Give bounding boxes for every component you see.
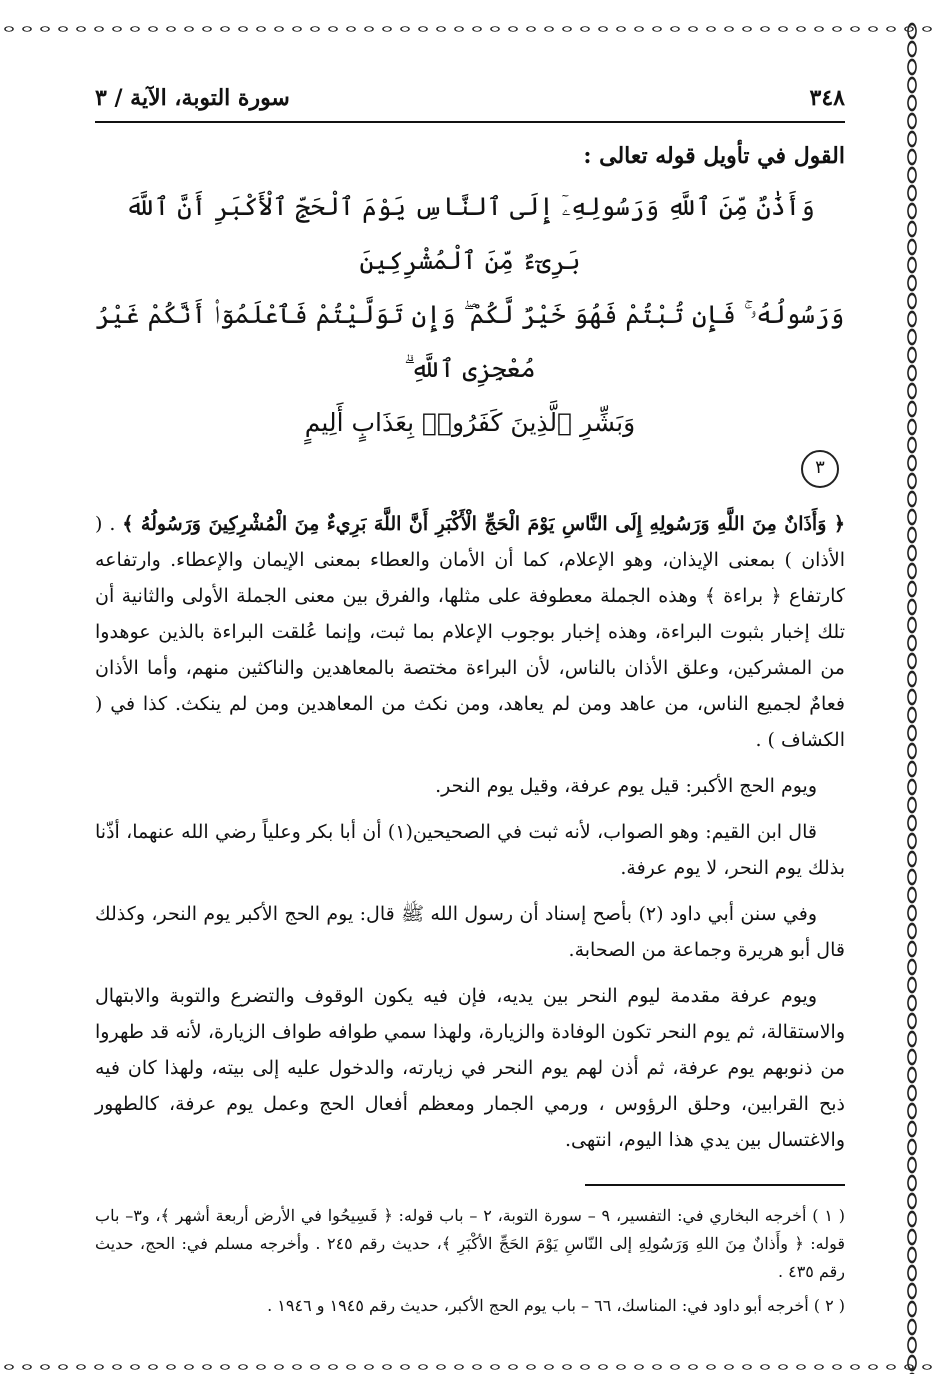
verse-quote: ﴿ وَأَذَانٌ مِنَ اللَّهِ وَرَسُولِهِ إِلَى النَّاسِ يَوْمَ الْحَجِّ الْأَكْبَرِ أَنَّ اللَّهَ بَرِيءٌ مِنَ الْمُشْرِكِينَ وَرَسُولُهُ ﴾	[122, 513, 846, 535]
page-body	[95, 138, 845, 1326]
chapter-title: سورة التوبة، الآية / ٣	[95, 85, 290, 111]
decorative-border-right	[905, 22, 919, 1374]
page-number: ٣٤٨	[809, 85, 845, 111]
header-rule	[95, 121, 845, 123]
commentary-paragraph-3: قال ابن القيم: وهو الصواب، لأنه ثبت في الصحيحين(١) أن أبا بكر وعلياً رضي الله عنهما، أذّنا بذلك يوم النحر، لا يوم عرفة.	[95, 821, 845, 879]
commentary-paragraph-5: ويوم عرفة مقدمة ليوم النحر بين يديه، فإن فيه يكون الوقوف والتضرع والتوبة والابتهال والاستقالة، ثم يوم النحر تكون الوفادة والزيارة، ولهذا سمي طوافه طواف الزيارة، لأنه قد طهروا من ذنوبهم يوم عرفة، ثم أذن لهم يوم النحر في زيارته، والدخول عليه إلى بيته، ولهذا كان فيه ذبح القرابين، وحلق الرؤوس ، ورمي الجمار ومعظم أفعال الحج وعمل يوم عرفة، كالطهور والاغتسال بين يدي هذا اليوم، انتهى.	[95, 985, 845, 1151]
footnote-1: ( ١ ) أخرجه البخاري في: التفسير، ٩ – سورة التوبة، ٢ – باب قوله: ﴿ فَسِيحُوا في الأرض أربعة أشهر ﴾، و٣– باب قوله: ﴿ وأَذانٌ مِنَ اللهِ وَرَسُولِهِ إلى النّاسِ يَوْمَ الحَجِّ الأكْبَرِ ﴾، حديث رقم ٢٤٥ . وأخرجه مسلم في: الحج، حديث رقم ٤٣٥ .	[95, 1206, 846, 1281]
decorative-border-top	[0, 22, 937, 36]
commentary-paragraph-2: ويوم الحج الأكبر: قيل يوم عرفة، وقيل يوم النحر.	[435, 775, 817, 797]
quran-line-2: وَرَسُولُهُۥ ۚ فَإِن تُبْتُمْ فَهُوَ خَيْرٌ لَّكُمْ ۖ وَإِن تَوَلَّيْتُمْ فَٱعْلَمُوٓا۟ أَنَّكُمْ غَيْرُ مُعْجِزِى ٱللَّهِ ۗ	[95, 300, 845, 383]
quran-line-3	[95, 396, 845, 488]
quran-verse	[95, 180, 845, 488]
footnote-2: ( ٢ ) أخرجه أبو داود في: المناسك، ٦٦ – باب يوم الحج الأكبر، حديث رقم ١٩٤٥ و ١٩٤٦ .	[267, 1296, 845, 1315]
commentary-paragraph-1	[95, 506, 845, 758]
commentary-paragraph-4: وفي سنن أبي داود (٢) بأصح إسناد أن رسول الله ﷺ قال: يوم الحج الأكبر يوم النحر، وكذلك قال أبو هريرة وجماعة من الصحابة.	[95, 903, 845, 961]
footnotes	[95, 1202, 845, 1320]
quran-line-1: وَأَذَٰنٌ مِّنَ ٱللَّهِ وَرَسُولِهِۦٓ إِلَى ٱلنَّاسِ يَوْمَ ٱلْحَجِّ ٱلْأَكْبَرِ أَنَّ ٱللَّهَ بَرِىٓءٌ مِّنَ ٱلْمُشْرِكِينَ	[125, 192, 815, 275]
footnote-rule	[585, 1184, 845, 1186]
section-heading: القول في تأويل قوله تعالى :	[583, 143, 845, 169]
running-header	[95, 80, 845, 116]
quran-line-3-text: وَبَشِّرِ ٱلَّذِينَ كَفَرُوا۟ بِعَذَابٍ أَلِيمٍ	[304, 408, 636, 437]
decorative-border-bottom	[0, 1360, 937, 1374]
commentary-text-1: . ( الأذان ) بمعنى الإيذان، وهو الإعلام، كما أن الأمان والعطاء بمعنى الإيمان والإعطاء. وارتفاعه كارتفاع ﴿ براءة ﴾ وهذه الجملة معطوفة على مثلها، والفرق بين معنى الجملة الأولى والثانية أن تلك إخبار بثبوت البراءة، وهذه إخبار بوجوب الإعلام بما ثبت، وإنما عُلقت البراءة بالذين عوهدوا من المشركين، وعلق الأذان بالناس، لأن البراءة مختصة بالمعاهدين والناكثين منهم، وأما الأذان فعامٌ لجميع الناس، من عاهد ومن لم يعاهد، ومن نكث من المعاهدين ومن لم ينكث. كذا في ( الكشاف ) .	[95, 513, 845, 751]
ayah-number-marker: ٣	[801, 450, 839, 488]
